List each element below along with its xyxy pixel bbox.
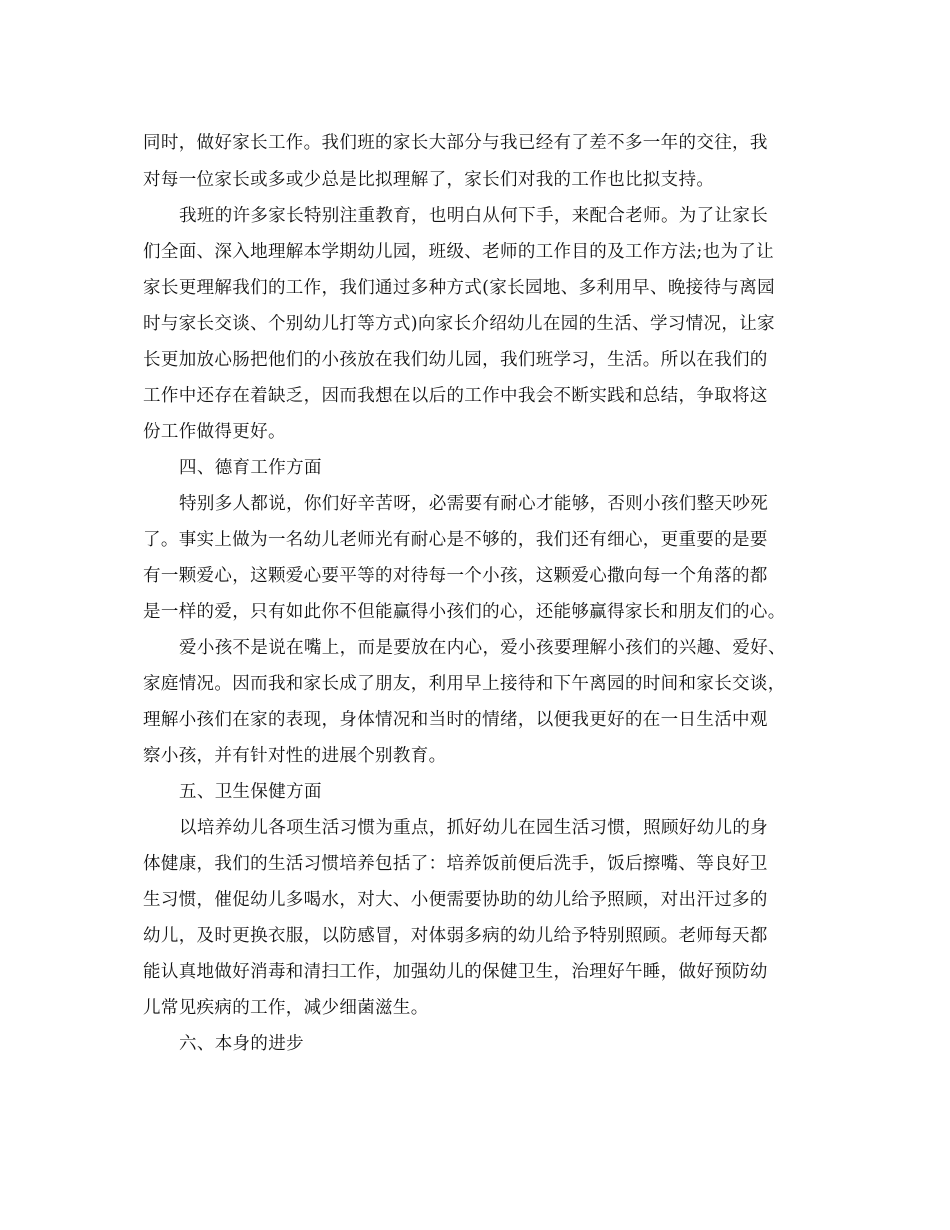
paragraph-first-line: 爱小孩不是说在嘴上，而是要放在内心，爱小孩要理解小孩们的兴趣、爱好、 xyxy=(179,638,786,658)
paragraph-first-line: 我班的许多家长特别注重教育，也明白从何下手，来配合老师。为了让家长 xyxy=(179,206,769,226)
text-line: 了。事实上做为一名幼儿老师光有耐心是不够的，我们还有细心，更重要的是要 xyxy=(143,530,768,550)
paragraph-first-line: 特别多人都说，你们好辛苦呀，必需要有耐心才能够，否则小孩们整天吵死 xyxy=(179,494,769,514)
text-line: 能认真地做好消毒和清扫工作，加强幼儿的保健卫生，治理好午睡，做好预防幼 xyxy=(143,962,768,982)
text-line: 家长更理解我们的工作，我们通过多种方式(家长园地、多利用早、晚接待与离园 xyxy=(143,278,775,298)
section-heading: 五、卫生保健方面 xyxy=(179,782,322,802)
text-line: 长更加放心肠把他们的小孩放在我们幼儿园，我们班学习，生活。所以在我们的 xyxy=(143,350,768,370)
text-line: 工作中还存在着缺乏，因而我想在以后的工作中我会不断实践和总结，争取将这 xyxy=(143,386,768,406)
text-line: 对每一位家长或多或少总是比拟理解了，家长们对我的工作也比拟支持。 xyxy=(143,170,715,190)
text-line: 时与家长交谈、个别幼儿打等方式)向家长介绍幼儿在园的生活、学习情况，让家 xyxy=(143,314,775,334)
text-line: 同时，做好家长工作。我们班的家长大部分与我已经有了差不多一年的交往，我 xyxy=(143,133,768,153)
text-line: 是一样的爱，只有如此你不但能赢得小孩们的心，还能够赢得家长和朋友们的心。 xyxy=(143,602,786,622)
text-line: 察小孩，并有针对性的进展个别教育。 xyxy=(143,746,447,766)
text-line: 们全面、深入地理解本学期幼儿园，班级、老师的工作目的及工作方法;也为了让 xyxy=(143,242,774,262)
text-line: 理解小孩们在家的表现，身体情况和当时的情绪，以便我更好的在一日生活中观 xyxy=(143,710,768,730)
section-heading: 四、德育工作方面 xyxy=(179,458,322,478)
text-line: 有一颗爱心，这颗爱心要平等的对待每一个小孩，这颗爱心撒向每一个角落的都 xyxy=(143,566,768,586)
text-line: 幼儿，及时更换衣服，以防感冒，对体弱多病的幼儿给予特别照顾。老师每天都 xyxy=(143,926,768,946)
text-line: 生习惯，催促幼儿多喝水，对大、小便需要协助的幼儿给予照顾，对出汗过多的 xyxy=(143,890,768,910)
text-line: 儿常见疾病的工作，减少细菌滋生。 xyxy=(143,998,429,1018)
section-heading: 六、本身的进步 xyxy=(179,1034,304,1054)
text-line: 家庭情况。因而我和家长成了朋友，利用早上接待和下午离园的时间和家长交谈， xyxy=(143,674,786,694)
text-line: 份工作做得更好。 xyxy=(143,422,286,442)
text-line: 体健康，我们的生活习惯培养包括了：培养饭前便后洗手，饭后擦嘴、等良好卫 xyxy=(143,854,768,874)
paragraph-first-line: 以培养幼儿各项生活习惯为重点，抓好幼儿在园生活习惯，照顾好幼儿的身 xyxy=(179,818,769,838)
